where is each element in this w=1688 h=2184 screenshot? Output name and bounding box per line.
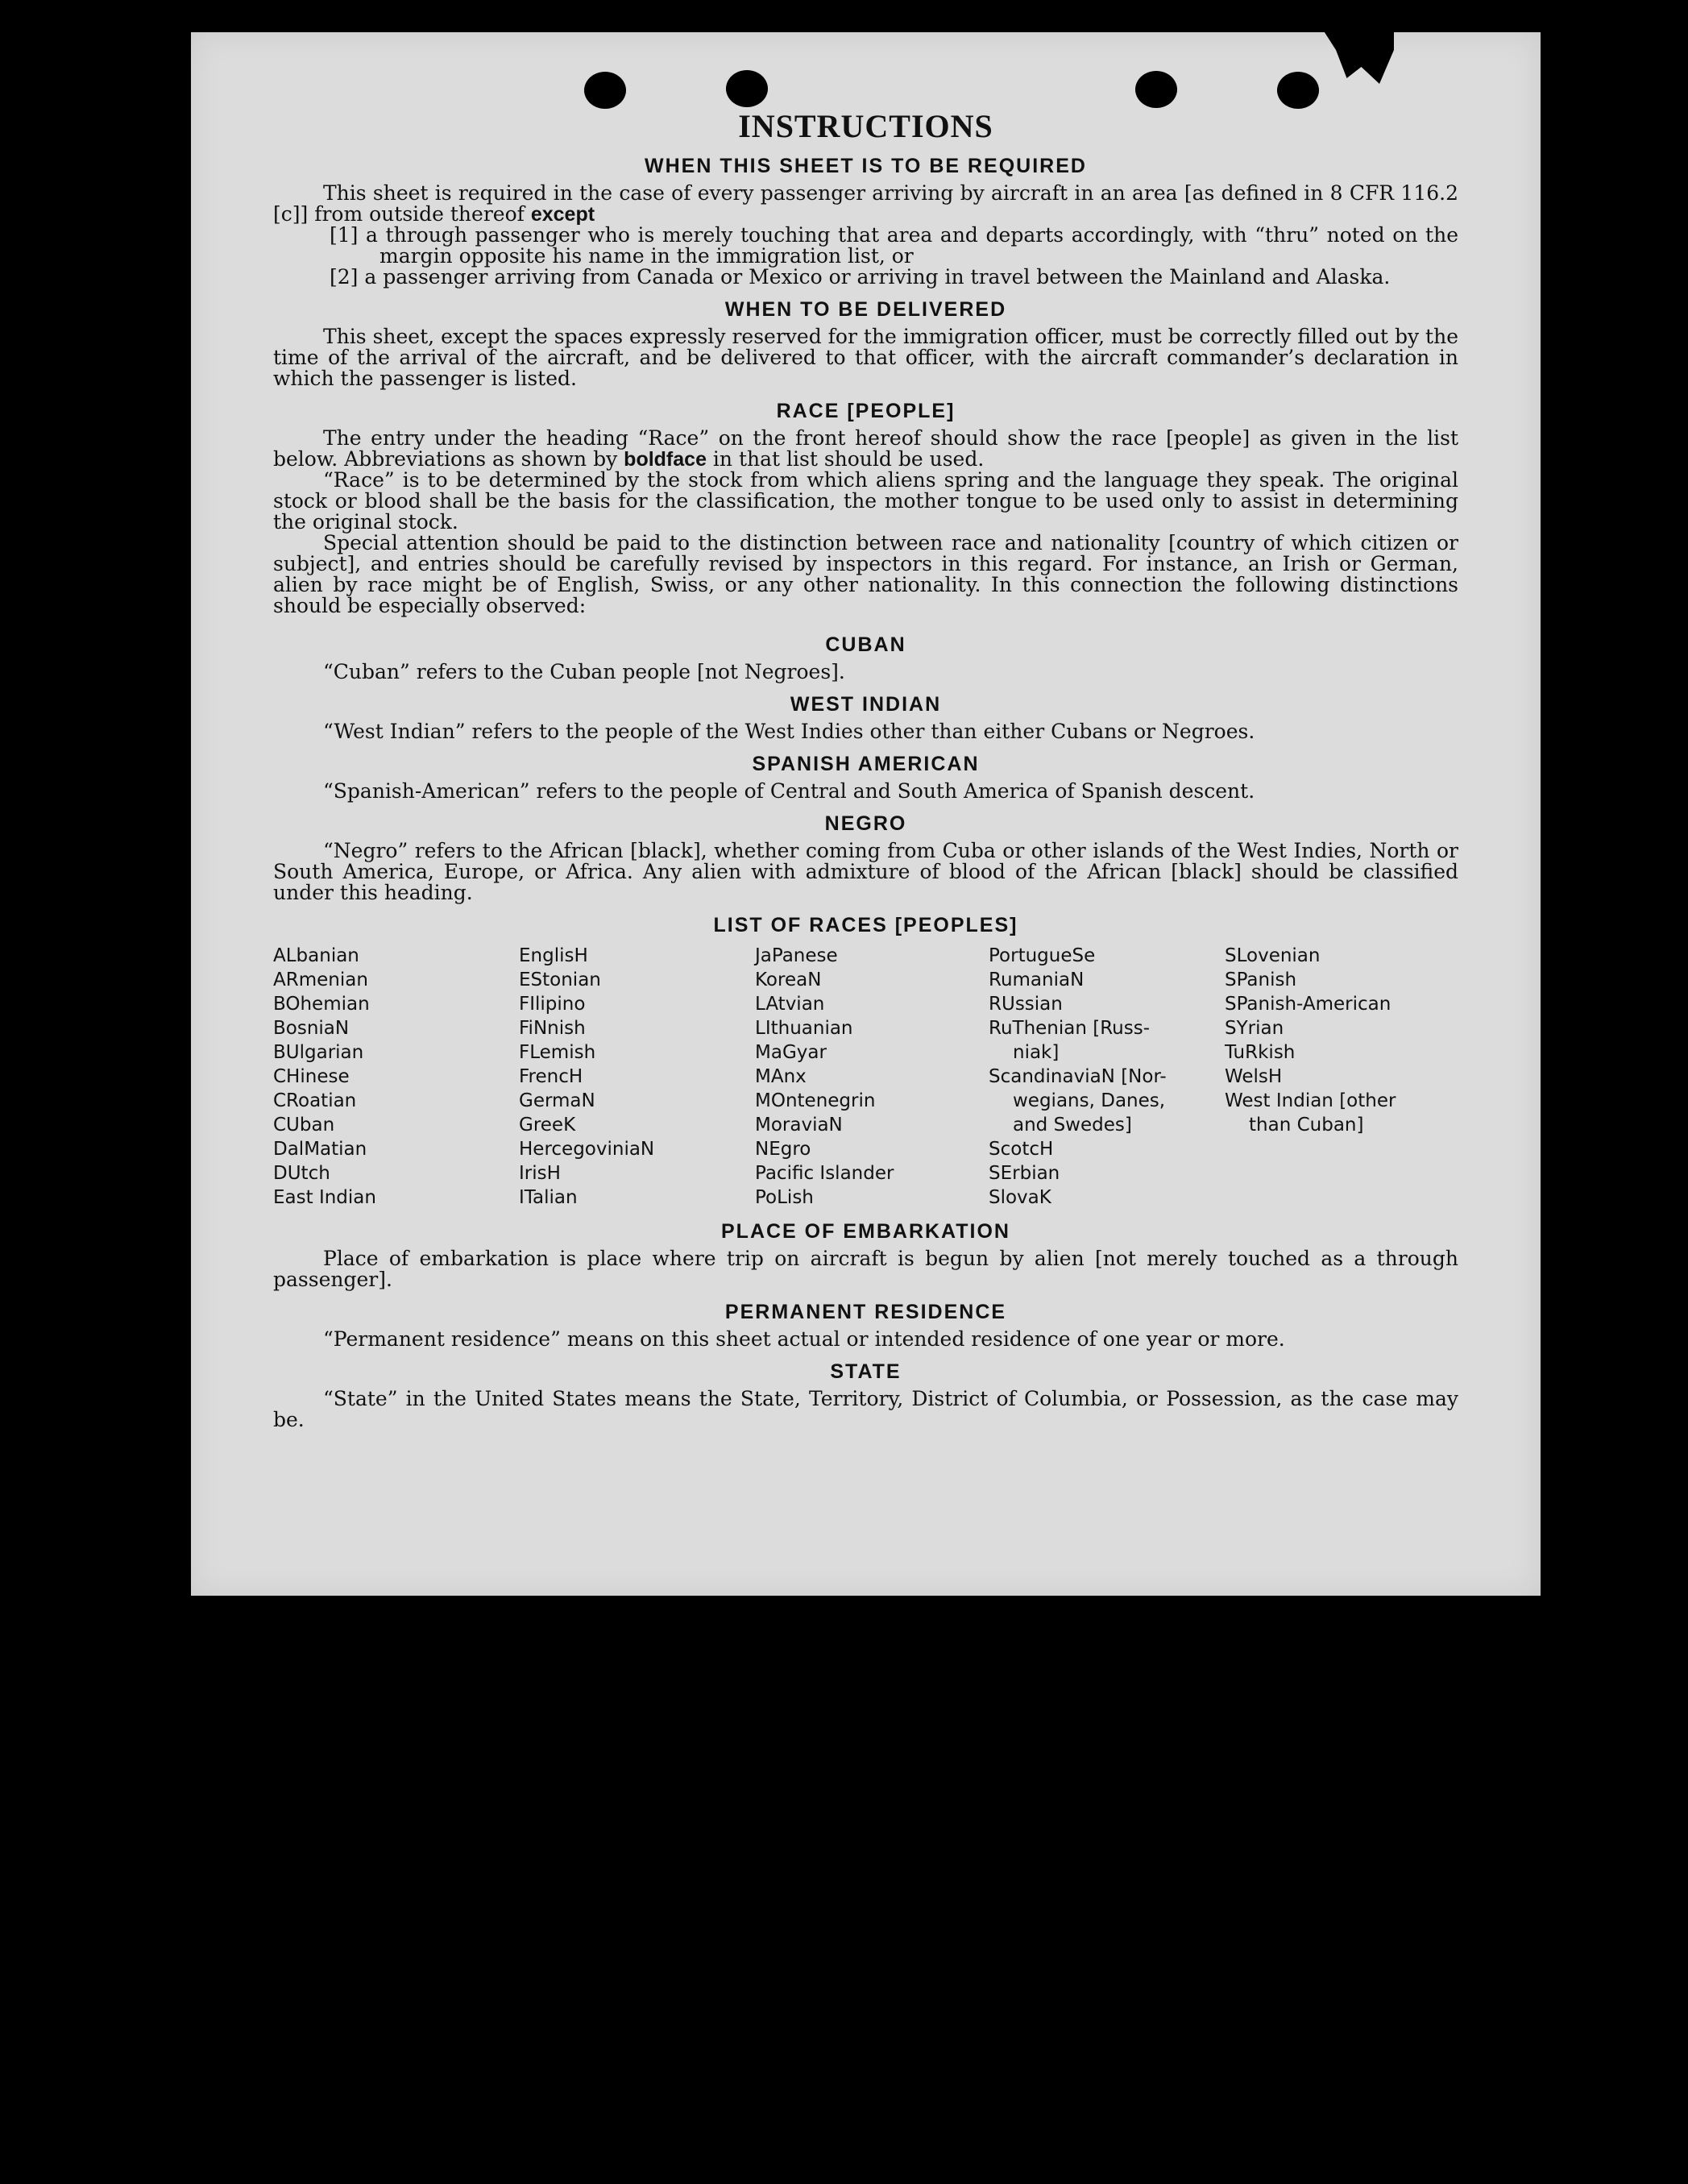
race-list-item: CRoatian xyxy=(273,1090,357,1111)
instructions-content xyxy=(273,109,1458,1430)
race-list-item: FIlipino xyxy=(519,994,586,1015)
race-list-item: WelsH xyxy=(1225,1066,1283,1087)
race-list-item: wegians, Danes, xyxy=(1013,1090,1166,1111)
race-list-item: EnglisH xyxy=(519,945,588,966)
race-list-item: FLemish xyxy=(519,1042,596,1063)
race-list-item: RumaniaN xyxy=(989,970,1085,990)
section-heading-cuban: CUBAN xyxy=(825,633,906,656)
race-list-item: RuThenian [Russ- xyxy=(989,1018,1151,1039)
section-heading-list-of-races: LIST OF RACES [PEOPLES] xyxy=(713,914,1018,936)
section-heading-when-delivered: WHEN TO BE DELIVERED xyxy=(724,298,1007,321)
race-paragraph-3: Special attention should be paid to the distinction between race and nationality [country of which citizen or subject], and entries should be carefully revised by inspectors in this regard. For instance, an Irish or German, alien by race might be of English, Swiss, or any other nationality. In this connection the following distinctions should be especially observed: xyxy=(273,531,1458,617)
cuban-text: “Cuban” refers to the Cuban people [not Negroes]. xyxy=(323,660,845,683)
race-list-item: SPanish xyxy=(1225,970,1297,990)
race-list-item: FiNnish xyxy=(519,1018,586,1039)
negro-text: “Negro” refers to the African [black], whether coming from Cuba or other islands of the West Indies, North or South America, Europe, or Africa. Any alien with admixture of blood of the African [black] should be classified under this heading. xyxy=(273,839,1458,904)
race-list-item: ScandinaviaN [Nor- xyxy=(989,1066,1167,1087)
section-heading-negro: NEGRO xyxy=(824,812,907,835)
race-list-item: CHinese xyxy=(273,1066,350,1087)
section-heading-permanent-residence: PERMANENT RESIDENCE xyxy=(724,1301,1007,1323)
section-heading-state: STATE xyxy=(830,1360,902,1383)
document-sheet xyxy=(191,32,1541,1596)
race-list-item: CUban xyxy=(273,1115,335,1136)
race-list-item: ScotcH xyxy=(989,1139,1054,1160)
race-list-item: IrisH xyxy=(519,1163,561,1184)
race-list-item: niak] xyxy=(1013,1042,1060,1063)
race-list-column xyxy=(989,944,1225,1210)
race-list-item: ALbanian xyxy=(273,945,359,966)
when-required-item-2: [2] a passenger arriving from Canada or Mexico or arriving in travel between the Mainland and Alaska. xyxy=(330,265,1391,289)
race-list-item: MaGyar xyxy=(755,1042,827,1063)
race-list-item: SErbian xyxy=(989,1163,1060,1184)
race-paragraph-1: The entry under the heading “Race” on the front hereof should show the race [people] as given in the list below. Abbreviations as shown by boldface in that list should be used. xyxy=(273,426,1458,471)
race-list-item: NEgro xyxy=(755,1139,811,1160)
race-list-item: RUssian xyxy=(989,994,1063,1015)
race-list-item: SPanish-American xyxy=(1225,994,1391,1015)
punch-hole xyxy=(584,72,626,109)
race-list-item: East Indian xyxy=(273,1187,376,1208)
punch-hole xyxy=(1135,71,1177,108)
race-list-item: and Swedes] xyxy=(1013,1115,1132,1136)
race-list-item: EStonian xyxy=(519,970,601,990)
when-required-intro: This sheet is required in the case of every passenger arriving by aircraft in an area [as defined in 8 CFR 116.2 [c]] from outside thereof except xyxy=(273,181,1458,226)
race-list-item: Pacific Islander xyxy=(755,1163,894,1184)
race-list-item: JaPanese xyxy=(755,945,838,966)
race-list-item: GreeK xyxy=(519,1115,576,1136)
state-text: “State” in the United States means the State, Territory, District of Columbia, or Possession, as the case may be. xyxy=(273,1387,1458,1431)
race-list-item: TuRkish xyxy=(1225,1042,1296,1063)
spanish-american-text: “Spanish-American” refers to the people of Central and South America of Spanish descent. xyxy=(323,779,1255,803)
section-heading-embarkation: PLACE OF EMBARKATION xyxy=(721,1220,1010,1243)
race-list-column xyxy=(1225,944,1458,1210)
race-list-item: HercegoviniaN xyxy=(519,1139,655,1160)
race-list xyxy=(273,944,1458,1210)
race-list-item: West Indian [other xyxy=(1225,1090,1396,1111)
race-list-item: DUtch xyxy=(273,1163,330,1184)
race-list-item: DalMatian xyxy=(273,1139,367,1160)
when-required-item-1: [1] a through passenger who is merely touching that area and departs accordingly, with “thru” noted on the margin opposite his name in the immigration list, or xyxy=(330,223,1458,268)
race-list-item: GermaN xyxy=(519,1090,595,1111)
section-heading-race: RACE [PEOPLE] xyxy=(776,400,956,422)
race-paragraph-2: “Race” is to be determined by the stock from which aliens spring and the language they speak. The original stock or blood shall be the basis for the classification, the mother tongue to be used only to assist in determining the original stock. xyxy=(273,468,1458,534)
race-list-item: BOhemian xyxy=(273,994,370,1015)
race-list-item: PortugueSe xyxy=(989,945,1096,966)
page-title: INSTRUCTIONS xyxy=(738,108,993,144)
section-heading-spanish-american: SPANISH AMERICAN xyxy=(752,753,980,775)
race-list-item: than Cuban] xyxy=(1249,1115,1364,1136)
race-list-item: BUlgarian xyxy=(273,1042,364,1063)
race-list-item: MoraviaN xyxy=(755,1115,843,1136)
section-heading-when-required: WHEN THIS SHEET IS TO BE REQUIRED xyxy=(645,155,1087,177)
race-list-item: MOntenegrin xyxy=(755,1090,876,1111)
race-list-column xyxy=(519,944,755,1210)
punch-hole xyxy=(726,70,768,107)
when-delivered-text: This sheet, except the spaces expressly reserved for the immigration officer, must be correctly filled out by the time of the arrival of the aircraft, and be delivered to that officer, with the aircraft commander’s declaration in which the passenger is listed. xyxy=(273,325,1458,390)
section-heading-west-indian: WEST INDIAN xyxy=(790,693,942,716)
race-list-item: PoLish xyxy=(755,1187,814,1208)
race-list-item: MAnx xyxy=(755,1066,807,1087)
race-list-item: LIthuanian xyxy=(755,1018,853,1039)
race-list-column xyxy=(273,944,519,1210)
punch-hole xyxy=(1277,72,1319,109)
embarkation-text: Place of embarkation is place where trip on aircraft is begun by alien [not merely touched as a through passenger]. xyxy=(273,1247,1458,1291)
permanent-residence-text: “Permanent residence” means on this sheet actual or intended residence of one year or more. xyxy=(323,1327,1285,1351)
race-list-item: SYrian xyxy=(1225,1018,1284,1039)
race-list-item: ITalian xyxy=(519,1187,578,1208)
race-list-item: ARmenian xyxy=(273,970,368,990)
race-list-item: KoreaN xyxy=(755,970,822,990)
race-list-item: BosniaN xyxy=(273,1018,350,1039)
race-list-item: FrencH xyxy=(519,1066,583,1087)
race-list-column xyxy=(755,944,989,1210)
race-list-item: LAtvian xyxy=(755,994,825,1015)
race-list-item: SLovenian xyxy=(1225,945,1321,966)
west-indian-text: “West Indian” refers to the people of the West Indies other than either Cubans or Negroes. xyxy=(323,720,1255,743)
race-list-item: SlovaK xyxy=(989,1187,1051,1208)
